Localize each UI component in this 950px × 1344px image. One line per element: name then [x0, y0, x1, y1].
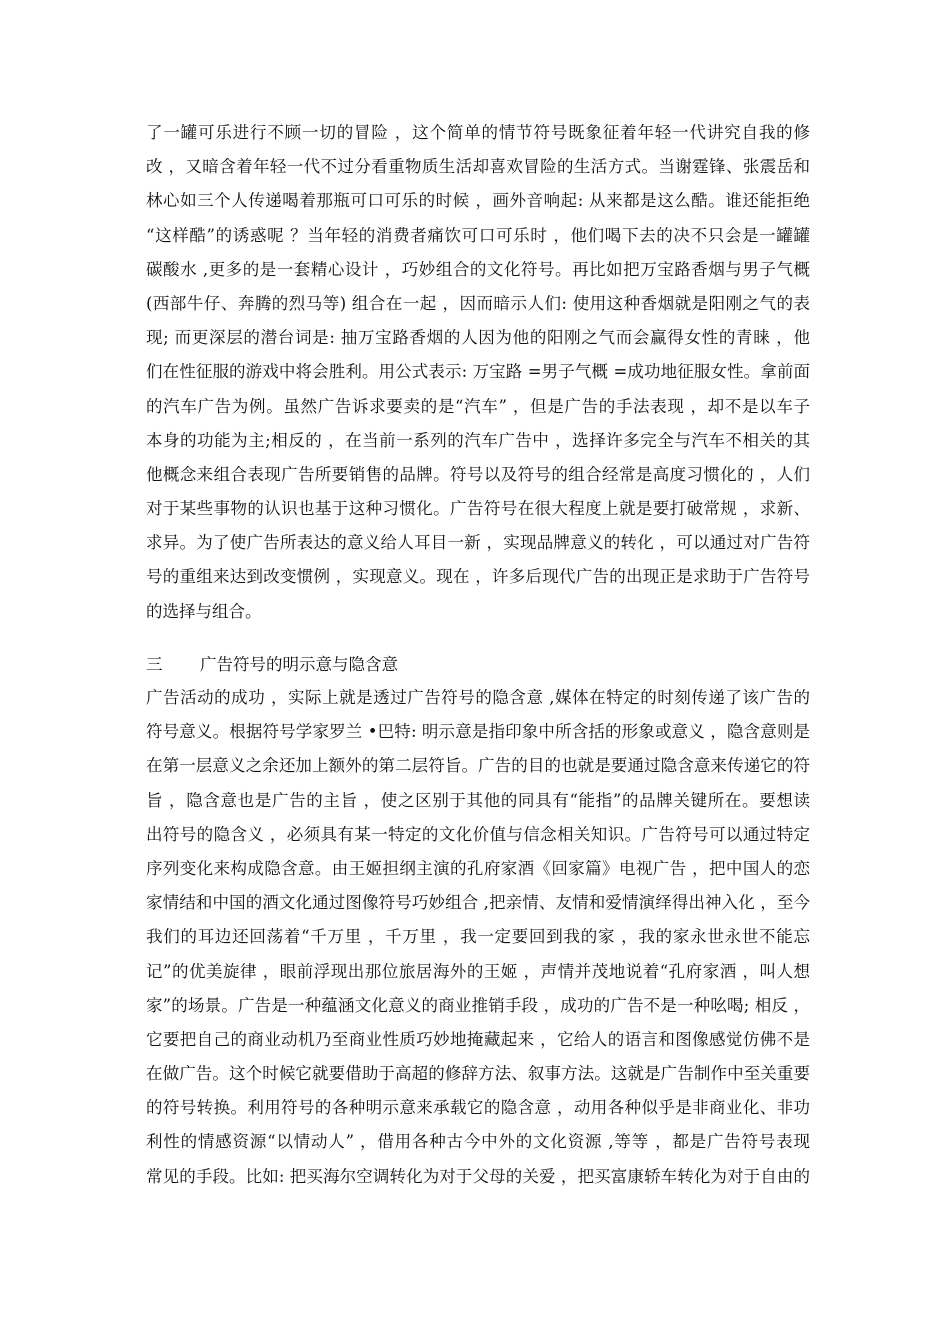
body-paragraph-2 [146, 681, 810, 1194]
text-line: 利性的情感资源“以情动人” ，借用各种古今中外的文化资源 ,等等 ，都是广告符号表现 [146, 1132, 810, 1152]
section-number: 三 [146, 655, 163, 674]
text-line: 们在性征服的游戏中将会胜利。用公式表示: 万宝路 =男子气概 =成功地征服女性。拿前面 [146, 362, 810, 382]
text-line: “这样酷”的诱惑呢 ？当年轻的消费者痛饮可口可乐时 ，他们喝下去的决不只会是一罐罐 [146, 225, 810, 245]
text-line: 常见的手段。比如: 把买海尔空调转化为对于父母的关爱 ，把买富康轿车转化为对于自由的 [146, 1166, 810, 1186]
text-line: 号的重组来达到改变惯例 ，实现意义。现在 ，许多后现代广告的出现正是求助于广告符号 [146, 567, 810, 587]
section-title: 广告符号的明示意与隐含意 [200, 655, 398, 674]
text-line: 家情结和中国的酒文化通过图像符号巧妙组合 ,把亲情、友情和爱情演绎得出神入化 ，至今 [146, 893, 810, 913]
text-line: 广告活动的成功 ，实际上就是透过广告符号的隐含意 ,媒体在特定的时刻传递了该广告的 [146, 688, 810, 707]
body-paragraph-1 [146, 116, 810, 629]
text-line: 记”的优美旋律 ，眼前浮现出那位旅居海外的王姬 ，声情并茂地说着“孔府家酒 ，叫人想 [146, 961, 810, 981]
text-line: (西部牛仔、奔腾的烈马等) 组合在一起 ，因而暗示人们: 使用这种香烟就是阳刚之气的表 [146, 293, 810, 313]
text-line: 出符号的隐含义 ，必须具有某一特定的文化价值与信念相关知识。广告符号可以通过特定 [146, 824, 810, 844]
text-line: 现; 而更深层的潜台词是: 抽万宝路香烟的人因为他的阳刚之气而会赢得女性的青睐 ，他 [146, 328, 810, 348]
text-line: 了一罐可乐进行不顾一切的冒险 ，这个简单的情节符号既象征着年轻一代讲究自我的修 [146, 123, 810, 142]
text-line: 它要把自己的商业动机乃至商业性质巧妙地掩藏起来 ，它给人的语言和图像感觉仿佛不是 [146, 1029, 810, 1049]
text-line: 本身的功能为主;相反的 ，在当前一系列的汽车广告中 ，选择许多完全与汽车不相关的其 [146, 430, 810, 450]
text-line: 旨 ，隐含意也是广告的主旨 ，使之区别于其他的同具有“能指”的品牌关键所在。要想读 [146, 790, 810, 810]
text-line: 碳酸水 ,更多的是一套精心设计 ，巧妙组合的文化符号。再比如把万宝路香烟与男子气概 [146, 259, 810, 279]
text-line: 求异。为了使广告所表达的意义给人耳目一新 ，实现品牌意义的转化 ，可以通过对广告符 [146, 533, 810, 553]
text-line: 改 ，又暗含着年轻一代不过分看重物质生活却喜欢冒险的生活方式。当谢霆锋、张震岳和 [146, 157, 810, 177]
text-line: 在做广告。这个时候它就要借助于高超的修辞方法、叙事方法。这就是广告制作中至关重要 [146, 1064, 810, 1084]
text-line: 的符号转换。利用符号的各种明示意来承载它的隐含意 ，动用各种似乎是非商业化、非功 [146, 1098, 810, 1118]
text-line: 他概念来组合表现广告所要销售的品牌。符号以及符号的组合经常是高度习惯化的 ，人们 [146, 464, 810, 484]
text-line: 林心如三个人传递喝着那瓶可口可乐的时候 ，画外音响起: 从来都是这么酷。谁还能拒绝 [146, 191, 810, 211]
text-line: 符号意义。根据符号学家罗兰 •巴特: 明示意是指印象中所含括的形象或意义 ，隐含意则是 [146, 722, 810, 742]
text-line: 的汽车广告为例。虽然广告诉求要卖的是“汽车” ，但是广告的手法表现 ，却不是以车子 [146, 396, 810, 416]
section-heading [146, 650, 398, 680]
text-line: 在第一层意义之余还加上额外的第二层符旨。广告的目的也就是要通过隐含意来传递它的符 [146, 756, 810, 776]
text-line: 的选择与组合。 [146, 601, 262, 621]
text-line: 序列变化来构成隐含意。由王姬担纲主演的孔府家酒《回家篇》电视广告 ，把中国人的恋 [146, 858, 810, 878]
text-line: 对于某些事物的认识也基于这种习惯化。广告符号在很大程度上就是要打破常规 ，求新、 [146, 499, 810, 519]
text-line: 家”的场景。广告是一种蕴涵文化意义的商业推销手段 ，成功的广告不是一种吆喝; 相反 ， [146, 995, 810, 1015]
text-line: 我们的耳边还回荡着“千万里 ，千万里 ，我一定要回到我的家 ，我的家永世永世不能忘 [146, 927, 810, 947]
